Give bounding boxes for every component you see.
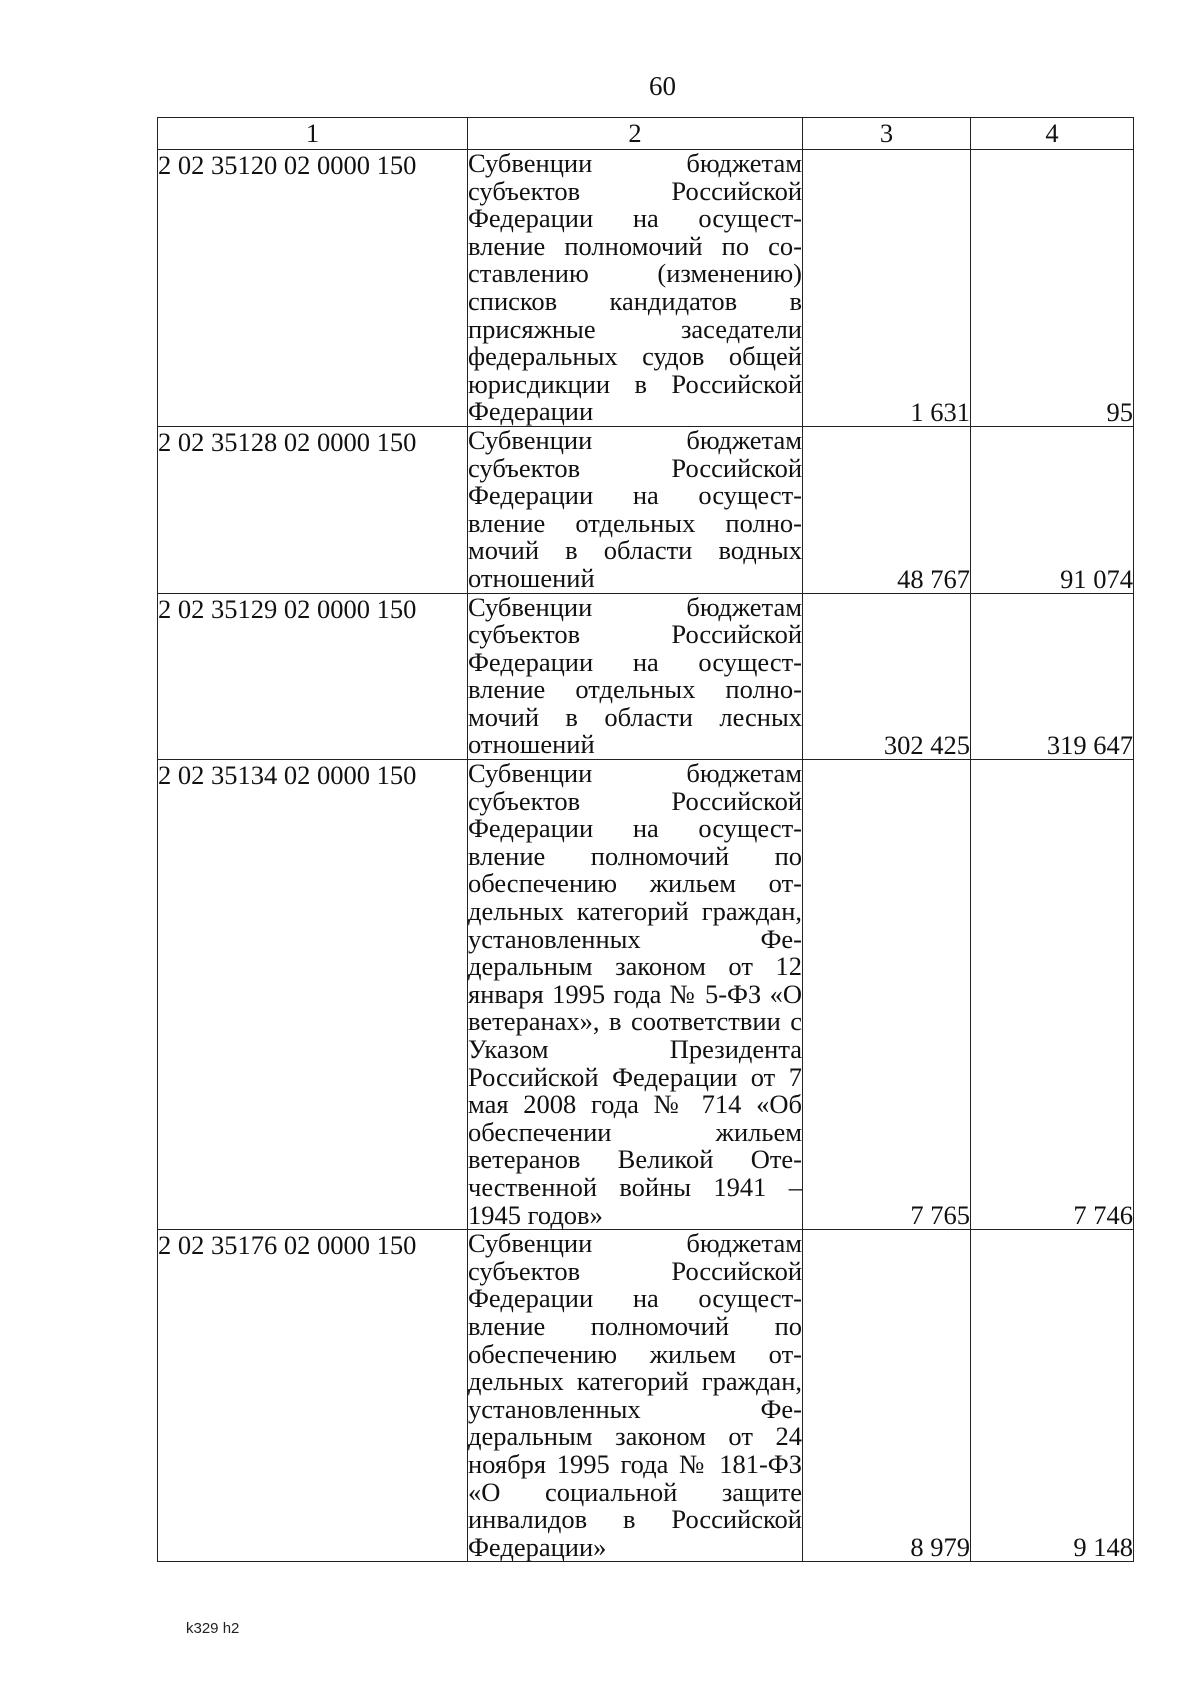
amount-col4-cell: 91 074	[971, 426, 1134, 593]
amount-col3-cell: 7 765	[803, 760, 971, 1230]
budget-code-cell: 2 02 35129 02 0000 150	[158, 593, 468, 760]
header-col-2: 2	[468, 118, 803, 150]
table-row	[158, 760, 1134, 1230]
header-row	[158, 118, 1134, 150]
amount-col4-cell: 9 148	[971, 1230, 1134, 1562]
budget-code-cell: 2 02 35120 02 0000 150	[158, 150, 468, 427]
amount-col3-cell: 1 631	[803, 150, 971, 427]
amount-col3-cell: 302 425	[803, 593, 971, 760]
header-col-1: 1	[158, 118, 468, 150]
table-row	[158, 1230, 1134, 1562]
table-row	[158, 426, 1134, 593]
budget-table	[157, 117, 1134, 1562]
header-col-4: 4	[971, 118, 1134, 150]
amount-col3-cell: 48 767	[803, 426, 971, 593]
budget-code-cell: 2 02 35176 02 0000 150	[158, 1230, 468, 1562]
subvention-name-cell: Субвенции бюджетам субъектов Российской Федерации на осуществление полномочий по обеспечению жильем отдельных категорий граждан, установленных Федеральным законом от 24 ноября 1995 года № 181-ФЗ «О социальной защите инвалидов в Российской Федерации»	[468, 1228, 802, 1562]
document-footer-mark: k329 h2	[186, 1620, 240, 1637]
page-number: 60	[649, 71, 676, 101]
header-col-3: 3	[803, 118, 971, 150]
table-row	[158, 150, 1134, 427]
budget-code-cell: 2 02 35128 02 0000 150	[158, 426, 468, 593]
amount-col3-cell: 8 979	[803, 1230, 971, 1562]
amount-col4-cell: 7 746	[971, 760, 1134, 1230]
subvention-name-cell: Субвенции бюджетам субъектов Российской Федерации на осуществление полномочий по составлению (изменению) списков кандидатов в присяжные заседатели федеральных судов общей юрисдикции в Российской Федерации	[468, 148, 802, 427]
subvention-name-cell: Субвенции бюджетам субъектов Российской Федерации на осуществление отдельных полномочий в области лесных отношений	[468, 591, 802, 760]
budget-code-cell: 2 02 35134 02 0000 150	[158, 760, 468, 1230]
subvention-name-cell: Субвенции бюджетам субъектов Российской Федерации на осуществление полномочий по обеспечению жильем отдельных категорий граждан, установленных Федеральным законом от 12 января 1995 года № 5-ФЗ «О ветеранах», в соответствии с Указом Президента Российской Федерации от 7 мая 2008 года № 714 «Об обеспечении жильем ветеранов Великой Отечественной войны 1941 – 1945 годов»	[468, 758, 802, 1230]
subvention-name-cell: Субвенции бюджетам субъектов Российской Федерации на осуществление отдельных полномочий в области водных отношений	[468, 424, 802, 593]
amount-col4-cell: 319 647	[971, 593, 1134, 760]
table-row	[158, 593, 1134, 760]
amount-col4-cell: 95	[971, 150, 1134, 427]
